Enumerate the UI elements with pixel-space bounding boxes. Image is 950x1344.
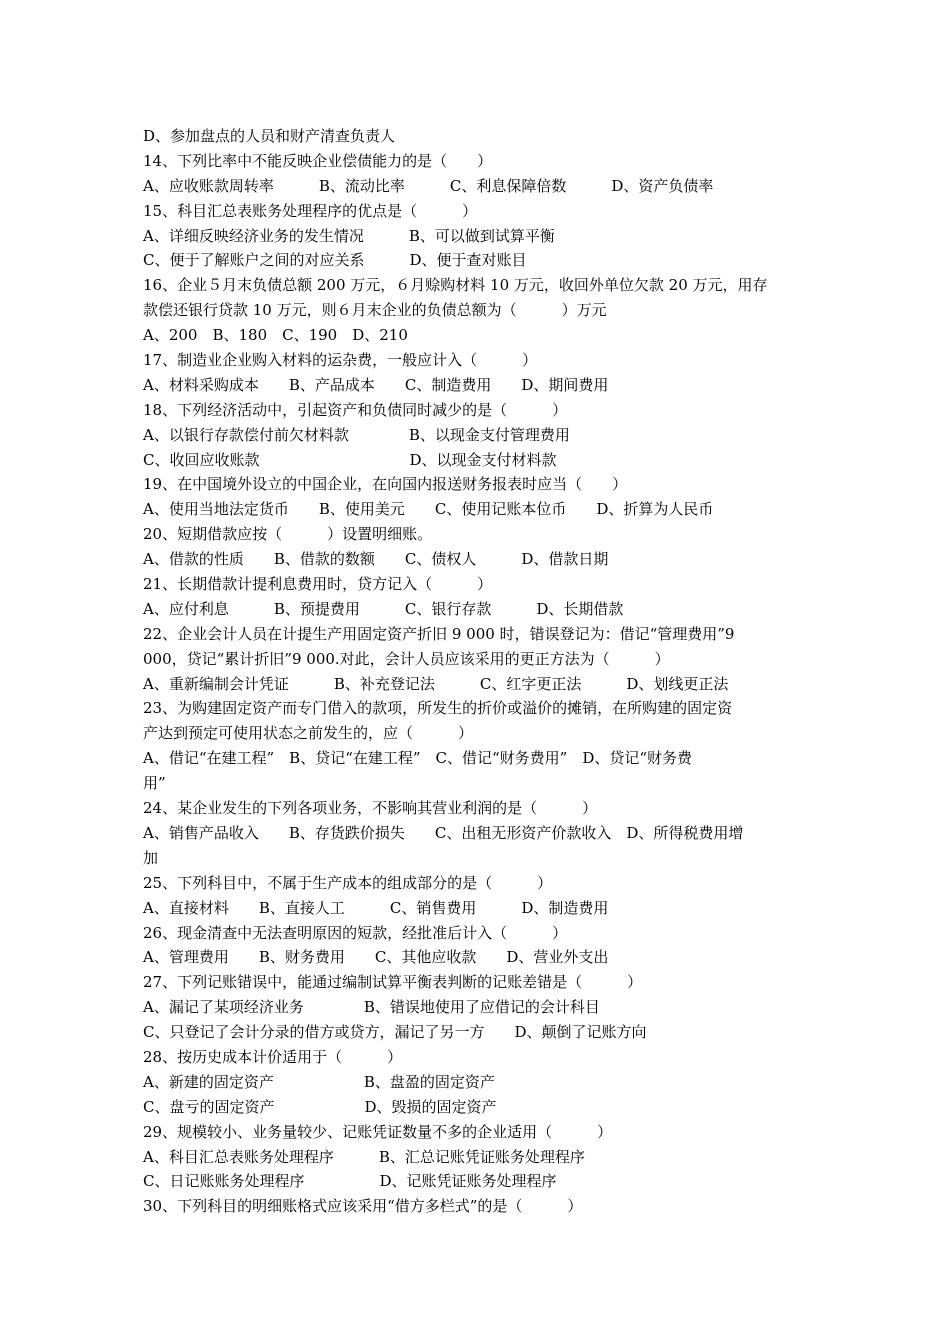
options-line: A、新建的固定资产 B、盘盈的固定资产 <box>143 1072 495 1091</box>
text-line: D、参加盘点的人员和财产清查负责人 <box>143 127 396 145</box>
options-line: A、漏记了某项经济业务 B、错误地使用了应借记的会计科目 <box>143 998 600 1017</box>
question-line: 22、企业会计人员在计提生产用固定资产折旧 9 000 时，错误登记为：借记“管理费用”9 <box>143 624 735 643</box>
question-line: 30、下列科目的明细账格式应该采用“借方多栏式”的是（ ） <box>143 1197 583 1216</box>
question-line: 21、长期借款计提利息费用时，贷方记入（ ） <box>143 575 493 594</box>
document-page <box>143 124 813 1219</box>
options-line: C、日记账账务处理程序 D、记账凭证账务处理程序 <box>143 1172 557 1191</box>
options-line: A、借款的性质 B、借款的数额 C、债权人 D、借款日期 <box>143 550 609 569</box>
question-line: 25、下列科目中，不属于生产成本的组成部分的是（ ） <box>143 873 553 892</box>
options-line: C、收回应收账款 D、以现金支付材料款 <box>143 450 557 469</box>
question-line: 27、下列记账错误中，能通过编制试算平衡表判断的记账差错是（ ） <box>143 973 643 992</box>
options-line: A、重新编制会计凭证 B、补充登记法 C、红字更正法 D、划线更正法 <box>143 674 729 693</box>
options-line: C、只登记了会计分录的借方或贷方，漏记了另一方 D、颠倒了记账方向 <box>143 1023 647 1042</box>
options-line: A、以银行存款偿付前欠材料款 B、以现金支付管理费用 <box>143 425 570 444</box>
question-line: 款偿还银行贷款 10 万元，则６月末企业的负债总额为（ ）万元 <box>143 301 607 320</box>
question-line: 14、下列比率中不能反映企业偿债能力的是（ ） <box>143 151 493 170</box>
options-line: A、销售产品收入 B、存货跌价损失 C、出租无形资产价款收入 D、所得税费用增 <box>143 823 744 842</box>
options-line: A、详细反映经济业务的发生情况 B、可以做到试算平衡 <box>143 226 555 245</box>
options-line: A、管理费用 B、财务费用 C、其他应收款 D、营业外支出 <box>143 948 609 967</box>
question-line: 26、现金清查中无法查明原因的短款，经批准后计入（ ） <box>143 923 568 942</box>
question-line: 24、某企业发生的下列各项业务，不影响其营业利润的是（ ） <box>143 799 598 818</box>
question-line: 16、企业５月末负债总额 200 万元，６月赊购材料 10 万元，收回外单位欠款 20 万元，用存 <box>143 276 768 295</box>
options-line: C、盘亏的固定资产 D、毁损的固定资产 <box>143 1097 497 1116</box>
question-line: 19、在中国境外设立的中国企业，在向国内报送财务报表时应当（ ） <box>143 475 628 494</box>
question-line: 29、规模较小、业务量较少、记账凭证数量不多的企业适用（ ） <box>143 1122 613 1141</box>
options-line: A、使用当地法定货币 B、使用美元 C、使用记账本位币 D、折算为人民币 <box>143 500 714 519</box>
options-line: 加 <box>143 848 159 867</box>
options-line: C、便于了解账户之间的对应关系 D、便于查对账目 <box>143 251 527 270</box>
question-line: 28、按历史成本计价适用于（ ） <box>143 1047 403 1066</box>
question-line: 23、为购建固定资产而专门借入的款项，所发生的折价或溢价的摊销，在所购建的固定资 <box>143 699 733 718</box>
options-line: A、200 B、180 C、190 D、210 <box>143 326 408 345</box>
question-line: 000，贷记“累计折旧”9 000.对此，会计人员应该采用的更正方法为（ ） <box>143 649 670 668</box>
options-line: A、科目汇总表账务处理程序 B、汇总记账凭证账务处理程序 <box>143 1147 585 1166</box>
options-line: A、应收账款周转率 B、流动比率 C、利息保障倍数 D、资产负债率 <box>143 176 714 195</box>
question-line: 18、下列经济活动中，引起资产和负债同时减少的是（ ） <box>143 400 568 419</box>
question-line: 产达到预定可使用状态之前发生的，应（ ） <box>143 724 474 743</box>
question-line: 15、科目汇总表账务处理程序的优点是（ ） <box>143 201 478 220</box>
options-line: 用” <box>143 774 166 793</box>
options-line: A、借记“在建工程” B、贷记“在建工程” C、借记“财务费用” D、贷记“财务费 <box>143 749 693 768</box>
options-line: A、材料采购成本 B、产品成本 C、制造费用 D、期间费用 <box>143 375 609 394</box>
question-line: 17、制造业企业购入材料的运杂费，一般应计入（ ） <box>143 351 538 370</box>
question-line: 20、短期借款应按（ ）设置明细账。 <box>143 525 433 544</box>
options-line: A、直接材料 B、直接人工 C、销售费用 D、制造费用 <box>143 898 609 917</box>
options-line: A、应付利息 B、预提费用 C、银行存款 D、长期借款 <box>143 599 624 618</box>
